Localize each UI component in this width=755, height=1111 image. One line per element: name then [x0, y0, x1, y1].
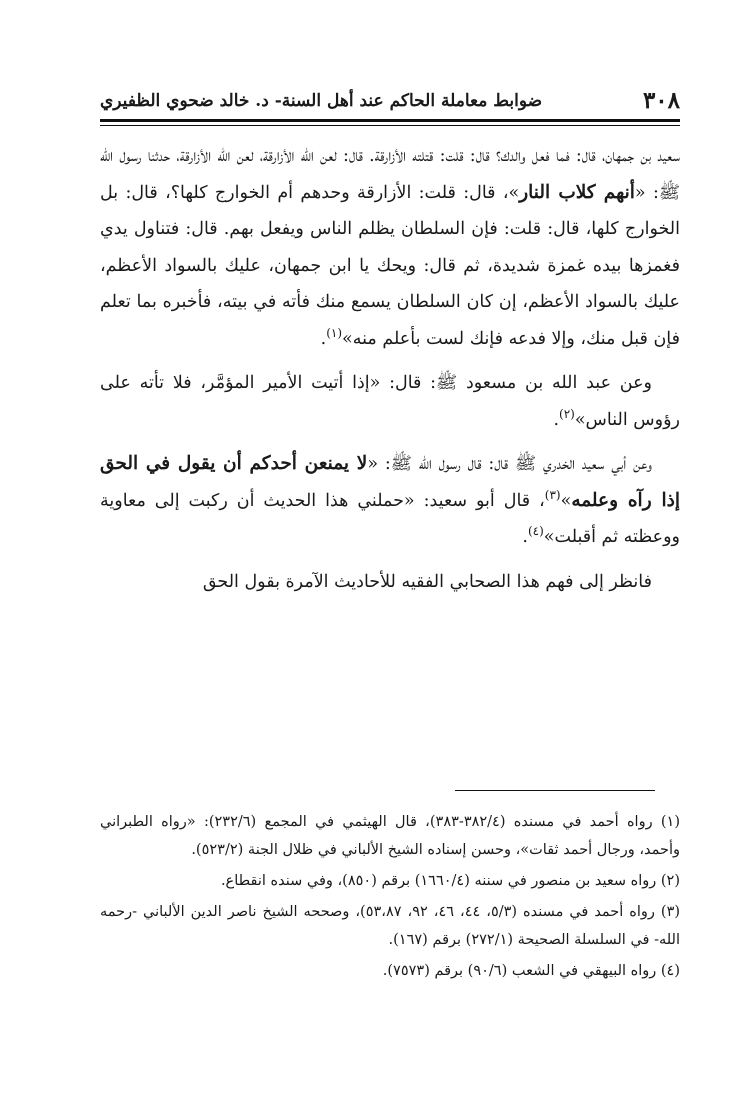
text-run: . [522, 527, 528, 547]
paragraph-3 [100, 446, 680, 556]
footnote-ref-3[interactable]: (٣) [544, 487, 561, 502]
hadith-bold: أنهم كلاب النار [519, 181, 635, 203]
paragraph-4: فانظر إلى فهم هذا الصحابي الفقيه للأحاديث الآمرة بقول الحق [202, 571, 652, 592]
footnote-ref-4[interactable]: (٤) [527, 524, 544, 539]
text-run: »، قال: قلت: الأزارقة وحدهم أم الخوارج كلها؟، قال: بل الخوارج كلها، قال: قلت: فإن السلطان يظلم الناس ويفعل بهم. قال: فتناول يدي فغمزها بيده غمزة شديدة، ثم قال: ويحك يا ابن جمهان، عليك بالسواد الأعظم، عليك بالسواد الأعظم، إن كان السلطان يسمع منك فأته في بيته، فأخبره بما تعلم فإن قبل منك، وإلا فدعه فإنك لست بأعلم منه» [100, 182, 680, 349]
footnote-separator [455, 790, 655, 791]
header-rule-thin [100, 125, 680, 126]
text-run: وعن عبد الله بن مسعود ﷺ: قال: «إذا أتيت الأمير المؤمَّر، فلا تأته على رؤوس الناس» [100, 373, 680, 430]
main-text [100, 138, 680, 608]
text-run: . [553, 409, 560, 430]
page-number: ٣٠٨ [642, 87, 680, 114]
text-run: . [320, 328, 327, 349]
footnotes [100, 808, 680, 988]
text-run: ، قال أبو سعيد: «حملني هذا الحديث أن ركبت إلى معاوية ووعظته ثم أقبلت» [100, 490, 680, 547]
page-header [100, 80, 680, 116]
text-run: سعيد بن جمهان، قال: فما فعل والدك؟ قال: قلت: قتلته الأزارقة. قال: لعن الله الأزارقة، لعن الله الأزارقة، حدثنا رسول الله ﷺ: « [100, 146, 680, 203]
footnote-ref-2[interactable]: (٢) [559, 406, 575, 421]
footnote-ref-1[interactable]: (١) [326, 325, 343, 340]
paragraph-2 [100, 365, 680, 438]
header-rule-thick [100, 119, 680, 122]
text-run: وعن أبي سعيد الخدري ﷺ قال: قال رسول الله ﷺ: « [367, 454, 652, 474]
footnote-1: (١) رواه أحمد في مسنده (٣٨٢/٤-٣٨٣)، قال الهيثمي في المجمع (٢٣٢/٦): «رواه الطبراني وأحمد، ورجال أحمد ثقات»، وحسن إسناده الشيخ الألباني في ظلال الجنة (٥٢٣/٢). [100, 814, 680, 858]
running-title: ضوابط معاملة الحاكم عند أهل السنة- د. خالد ضحوي الظفيري [100, 91, 543, 111]
footnote-3: (٣) رواه أحمد في مسنده (٥/٣، ٤٤، ٤٦، ٩٢، ٥٣،٨٧)، وصححه الشيخ ناصر الدين الألباني -رحمه الله- في السلسلة الصحيحة (٢٧٢/١) برقم (١٦٧). [100, 904, 681, 948]
hadith-bold: لا يمنعن أحدكم أن يقول في الحق إذا رآه وعلمه [100, 453, 680, 511]
text-run: » [560, 490, 572, 511]
footnote-2: (٢) رواه سعيد بن منصور في سننه (١٦٦٠/٤) برقم (٨٥٠)، وفي سنده انقطاع. [220, 873, 680, 889]
footnote-4: (٤) رواه البيهقي في الشعب (٩٠/٦) برقم (٧٥٧٣). [382, 963, 680, 979]
paragraph-1 [100, 138, 680, 357]
